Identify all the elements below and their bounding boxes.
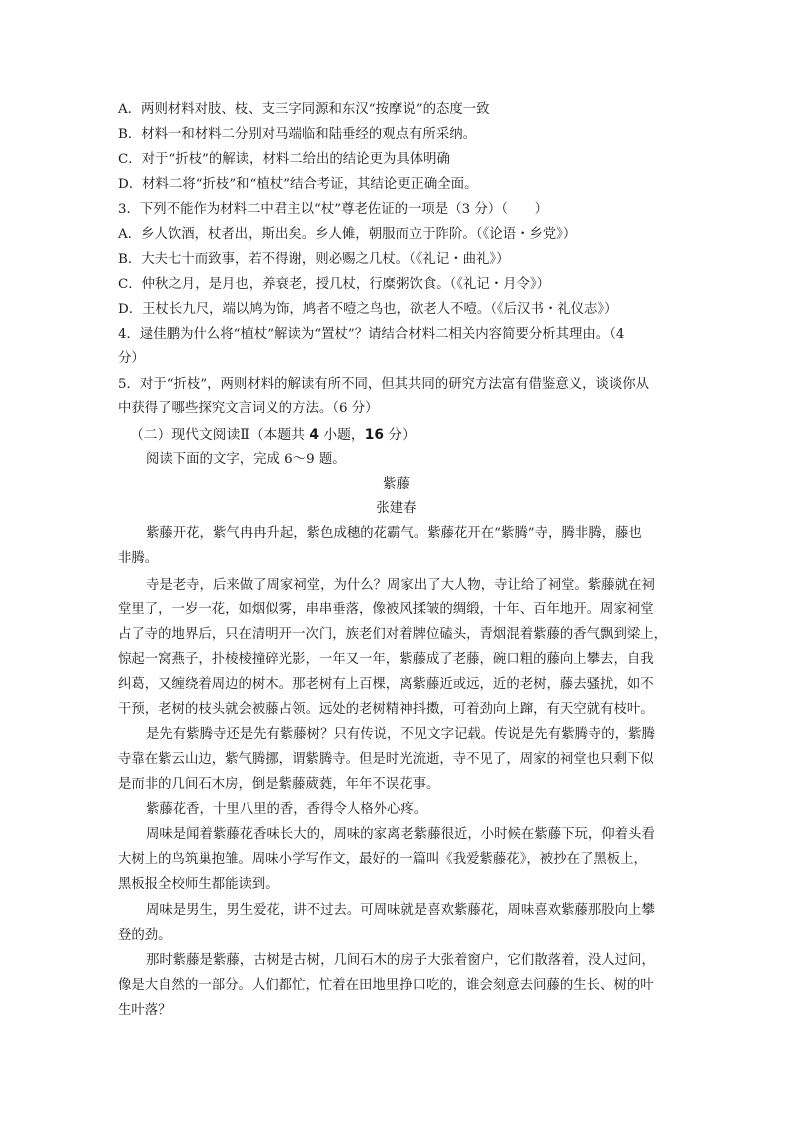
q2-option-d: D．材料二将“折枝”和“植杖”结合考证，其结论更正确全面。 — [118, 177, 478, 192]
q2-option-c: C．对于“折枝”的解读，材料二给出的结论更为具体明确 — [118, 152, 450, 167]
paragraph-line: 周味是男生，男生爱花，讲不过去。可周味就是喜欢紫藤花，周味喜欢紫藤那股向上攀 — [146, 903, 655, 918]
section-heading: （二）现代文阅读Ⅱ（本题共 4 小题，16 分） — [130, 427, 416, 443]
paragraph-line: 非腾。 — [118, 551, 159, 566]
paragraph-line: 紫藤花香，十里八里的香，香得令人格外心疼。 — [146, 802, 428, 817]
q3-option-d: D．王杖长九尺，端以鸠为饰，鸠者不噎之鸟也，欲老人不噎。（《后汉书・礼仪志》） — [118, 302, 618, 317]
q4-line-2: 分） — [118, 351, 145, 366]
paragraph-line: 登的劲。 — [118, 928, 172, 943]
paragraph-line: 是而非的几间石木房，倒是紫藤葳蕤，年年不误花事。 — [118, 777, 440, 792]
article-title: 紫藤 — [383, 477, 410, 492]
paragraph-line: 黑板报全校师生都能读到。 — [118, 877, 279, 892]
paragraph-line: 那时紫藤是紫藤，古树是古树，几间石木的房子大张着窗户，它们散落着，没人过问， — [146, 953, 655, 968]
q5-line-2: 中获得了哪些探究文言词义的方法。（6 分） — [118, 401, 379, 416]
paragraph-line: 寺是老寺，后来做了周家祠堂，为什么？周家出了大人物，寺让给了祠堂。紫藤就在祠 — [146, 578, 655, 593]
q3-option-c: C．仲秋之月，是月也，养衰老，授几杖，行糜粥饮食。（《礼记・月令》） — [118, 277, 551, 292]
paragraph-line: 大树上的鸟筑巢抱雏。周味小学写作文，最好的一篇叫《我爱紫藤花》，被抄在了黑板上， — [118, 852, 647, 867]
q4-line-1: 4．逯佳鹏为什么将“植杖”解读为“置杖”？请结合材料二相关内容简要分析其理由。（4 — [118, 327, 625, 342]
paragraph-line: 周味是闻着紫藤花香味长大的，周味的家离老紫藤很近，小时候在紫藤下玩，仰着头看 — [146, 827, 655, 842]
paragraph-line: 纠葛，又缠绕着周边的树木。那老树有上百棵，离紫藤近或远，近的老树，藤去骚扰，如不 — [118, 677, 654, 692]
paragraph-line: 紫藤开花，紫气冉冉升起，紫色成穗的花霸气。紫藤花开在“紫腾”寺，腾非腾，藤也 — [146, 526, 642, 541]
paragraph-line: 寺靠在紫云山边，紫气腾挪，谓紫腾寺。但是时光流逝，寺不见了，周家的祠堂也只剩下似 — [118, 752, 654, 767]
paragraph-line: 惊起一窝燕子，扑棱棱撞碎光影，一年又一年，紫藤成了老藤，碗口粗的藤向上攀去，自我 — [118, 652, 654, 667]
paragraph-line: 堂里了，一岁一花，如烟似雾，串串垂落，像被风揉皱的绸缎，十年、百年地开。周家祠堂 — [118, 602, 654, 617]
q2-option-a: A．两则材料对肢、枝、支三字同源和东汉“按摩说”的态度一致 — [118, 102, 490, 117]
q2-option-b: B．材料一和材料二分别对马端临和陆垂经的观点有所采纳。 — [118, 127, 476, 142]
paragraph-line: 生叶落？ — [118, 1003, 172, 1018]
paragraph-line: 占了寺的地界后，只在清明开一次门，族老们对着牌位磕头，青烟混着紫藤的香气飘到梁上， — [118, 627, 668, 642]
q5-line-1: 5．对于“折枝”，两则材料的解读有所不同，但其共同的研究方法富有借鉴意义，谈谈你从 — [118, 377, 650, 392]
q3-stem: 3．下列不能作为材料二中君主以“杖”尊老佐证的一项是（3 分）（ ） — [118, 202, 549, 217]
paragraph-line: 像是大自然的一部分。人们都忙，忙着在田地里挣口吃的，谁会刻意去问藤的生长、树的叶 — [118, 978, 654, 993]
paragraph-line: 是先有紫腾寺还是先有紫藤树？只有传说，不见文字记载。传说是先有紫腾寺的，紫腾 — [146, 727, 655, 742]
q3-option-b: B．大夫七十而致事，若不得谢，则必赐之几杖。（《礼记・曲礼》） — [118, 252, 510, 267]
q3-option-a: A．乡人饮酒，杖者出，斯出矣。乡人傩，朝服而立于阼阶。（《论语・乡党》） — [118, 227, 577, 242]
paragraph-line: 干预，老树的枝头就会被藤占领。远处的老树精神抖擞，可着劲向上蹿，有天空就有枝叶。 — [118, 702, 654, 717]
article-author: 张建春 — [376, 501, 417, 516]
section-instruction: 阅读下面的文字，完成 6～9 题。 — [146, 452, 346, 467]
